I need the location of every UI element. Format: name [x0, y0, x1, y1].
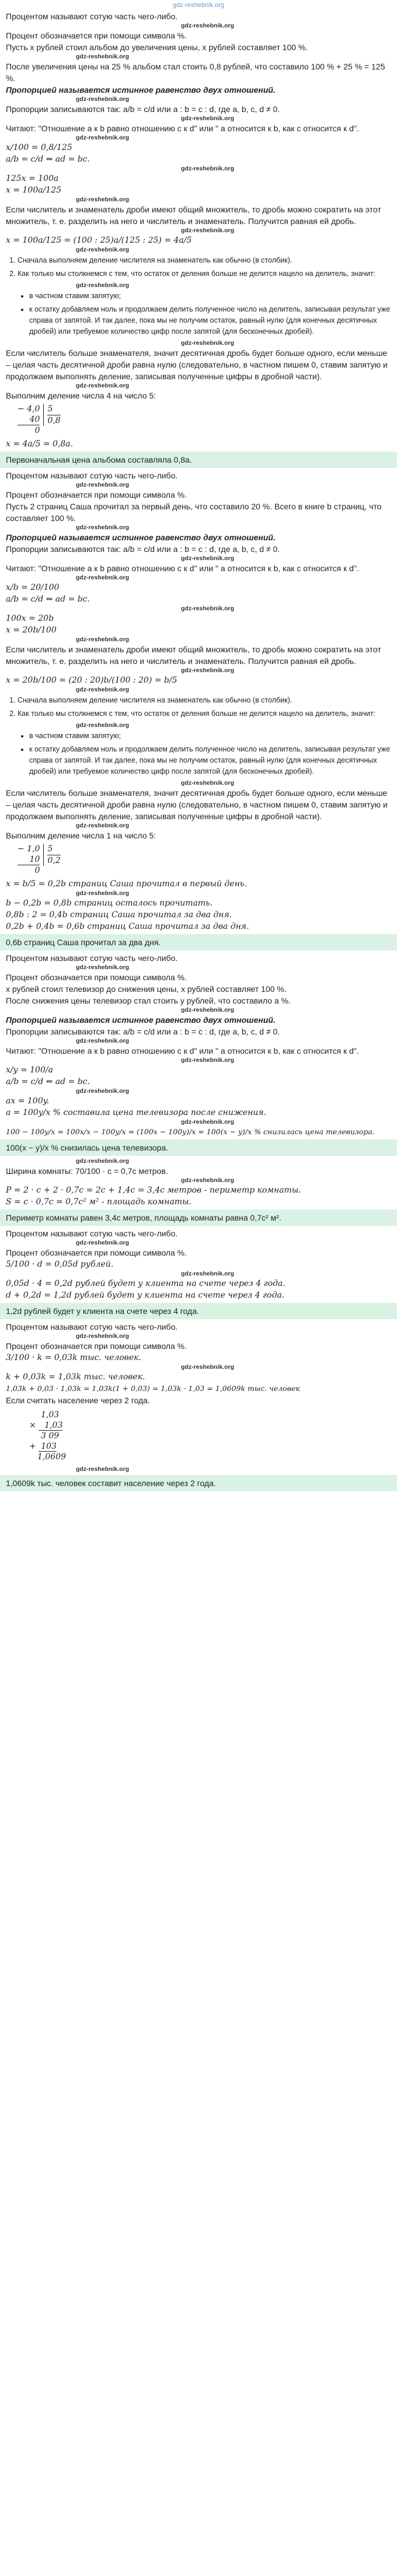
formula: 5/100 · d = 0,05d рублей.: [6, 1260, 114, 1269]
formula: 1,03k + 0,03 · 1,03k = 1,03k(1 + 0,03) = 1,03k · 1,03 = 1,0609k тыс. человек: [6, 1384, 300, 1393]
solution-content: [0, 11, 397, 1491]
text-line: Пропорции записываются так: a/b = c/d или a : b = c : d, где a, b, c, d ≠ 0.: [6, 104, 280, 114]
watermark: gdz-reshebnik.org: [181, 667, 235, 674]
watermark: gdz-reshebnik.org: [76, 134, 130, 141]
quotient: 0,2: [47, 856, 61, 865]
watermark: gdz-reshebnik.org: [181, 227, 235, 234]
text-line: Выполним деление числа 1 на число 5:: [6, 831, 156, 840]
answer-band: 1,2d рублей будет у клиента на счете через 4 года.: [0, 1303, 397, 1319]
watermark: gdz-reshebnik.org: [181, 1057, 235, 1064]
formula: x/100 = 0,8/125: [6, 143, 72, 152]
list-item: 1. Сначала выполняем деление числителя на знаменатель как обычно (в столбик).: [18, 255, 391, 266]
watermark: gdz-reshebnik.org: [76, 1466, 130, 1473]
formula: 0,8b : 2 = 0,4b страниц Саша прочитал за два дня.: [6, 910, 232, 920]
list-item: 2. Как только мы столкнемся с тем, что остаток от деления больше не делится нацело на делитель, значит:: [18, 268, 391, 279]
formula: x = 100a/125: [6, 186, 62, 195]
formula: 100 − 100y/x = 100x/x − 100y/x = (100x − 100y)/x = 100(x − y)/x % снизилась цена телевизора.: [6, 1127, 375, 1136]
watermark: gdz-reshebnik.org: [76, 1333, 130, 1340]
watermark: gdz-reshebnik.org: [76, 382, 130, 389]
times-icon: ×: [29, 1421, 36, 1430]
text-line: Читают: "Отношение a к b равно отношению c к d" или " a относится к b, как c относится к d".: [6, 564, 359, 573]
watermark: gdz-reshebnik.org: [181, 1364, 235, 1371]
text-line: После снижения цены телевизор стал стоить y рублей, что составило a %.: [6, 996, 291, 1005]
section-room: [6, 1158, 391, 1226]
column-multiplication: [29, 1410, 391, 1462]
answer-band: Периметр комнаты равен 3,4c метров, площадь комнаты равна 0,7c² м².: [0, 1210, 397, 1226]
long-division: [18, 844, 391, 876]
watermark: gdz-reshebnik.org: [76, 282, 130, 289]
list-item: 1. Сначала выполняем деление числителя на знаменатель как обычно (в столбик).: [18, 695, 391, 706]
formula: a/b = c/d ⇔ ad = bc.: [6, 1077, 90, 1086]
formula: 3/100 · k = 0,03k тыс. человек.: [6, 1353, 141, 1362]
watermark: gdz-reshebnik.org: [181, 1006, 235, 1013]
text-line: Процент обозначается при помощи символа %.: [6, 1248, 187, 1257]
list-item: • в частном ставим запятую;: [29, 730, 391, 742]
watermark: gdz-reshebnik.org: [181, 1177, 235, 1184]
formula: 0,05d · 4 = 0,2d рублей будет у клиента на счете через 4 года.: [6, 1279, 285, 1288]
watermark: gdz-reshebnik.org: [76, 822, 130, 829]
text-line: Пропорцией называется истинное равенство двух отношений.: [6, 85, 276, 95]
answer-band: Первоначальная цена альбома составляла 0,8a.: [0, 452, 397, 468]
steps-list: [18, 695, 391, 719]
watermark: gdz-reshebnik.org: [181, 780, 235, 787]
formula: b − 0,2b = 0,8b страниц осталось прочитать.: [6, 899, 213, 908]
watermark: gdz-reshebnik.org: [76, 686, 130, 693]
text-line: Если числитель больше знаменателя, значит десятичная дробь будет больше одного, если меньше – целая часть десятичной дроби равна нулю (следовательно, в частном пишем 0, ставим запятую и продолжаем выполнять деление, записывая полученные цифры в дробной части).: [6, 788, 388, 821]
formula: x = 20b/100 = (20 : 20)b/(100 : 20) = b/5: [6, 676, 177, 685]
formula: 125x = 100a: [6, 174, 59, 183]
text-line: Если числитель больше знаменателя, значит десятичная дробь будет больше одного, если меньше – целая часть десятичной дроби равна нулю (следовательно, в частном пишем 0, ставим запятую и продолжаем выполнять деление, записывая полученные цифры в дробной части).: [6, 348, 388, 381]
mult-line: 3 09: [41, 1431, 60, 1441]
text-line: Если числитель и знаменатель дроби имеют общий множитель, то дробь можно сократить на этот множитель, т. е. разделить на него и числитель и знаменатель. Получится равная ей дробь.: [6, 205, 381, 226]
watermark: gdz-reshebnik.org: [181, 1270, 235, 1277]
watermark: gdz-reshebnik.org: [181, 340, 235, 347]
text-line: Процентом называют сотую часть чего-либо.: [6, 471, 178, 480]
formula: x = 100a/125 = (100 : 25)a/(125 : 25) = 4a/5: [6, 236, 192, 245]
formula: x = 4a/5 = 0,8a.: [6, 439, 74, 449]
text-line: После увеличения цены на 25 % альбом стал стоить 0,8 рублей, что составило 100 % + 25 % = 125 %.: [6, 62, 385, 83]
mult-line: + 103: [29, 1442, 57, 1451]
formula: P = 2 · c + 2 · 0,7c = 2c + 1,4c = 3,4c метров - периметр комнаты.: [6, 1186, 301, 1195]
text-line: Пропорцией называется истинное равенство двух отношений.: [6, 1015, 276, 1025]
watermark: gdz-reshebnik.org: [181, 605, 235, 612]
section-album: [6, 11, 391, 468]
division-line: 40: [18, 414, 40, 425]
text-line: Пусть 2 страниц Саша прочитал за первый день, что составило 20 %. Всего в книге b страниц, что составляет 100 %.: [6, 502, 382, 523]
watermark: gdz-reshebnik.org: [76, 890, 130, 897]
divisor: 5: [47, 404, 60, 415]
formula: a = 100y/x % составила цена телевизора после снижения.: [6, 1108, 267, 1117]
watermark: gdz-reshebnik.org: [76, 574, 130, 581]
watermark: gdz-reshebnik.org: [76, 96, 130, 103]
text-line: Ширина комнаты: 70/100 · c = 0,7c метров.: [6, 1166, 168, 1176]
list-item: • в частном ставим запятую;: [29, 291, 391, 302]
watermark: gdz-reshebnik.org: [76, 1239, 130, 1246]
text-line: Процентом называют сотую часть чего-либо.: [6, 953, 178, 963]
text-line: Пусть x рублей стоил альбом до увеличения цены, x рублей составляет 100 %.: [6, 43, 308, 52]
formula: a/b = c/d ⇔ ad = bc.: [6, 155, 90, 164]
mult-line: × 1,03: [29, 1421, 63, 1430]
formula: x = b/5 = 0,2b страниц Саша прочитал в первый день.: [6, 879, 247, 889]
text-line: Процент обозначается при помощи символа %.: [6, 490, 187, 499]
text-line: Пропорции записываются так: a/b = c/d или a : b = c : d, где a, b, c, d ≠ 0.: [6, 544, 280, 554]
watermark: gdz-reshebnik.org: [76, 722, 130, 729]
text-line: Читают: "Отношение a к b равно отношению c к d" или " a относится к b, как c относится к d".: [6, 1046, 359, 1055]
answer-band: 1,0609k тыс. человек составит население через 2 года.: [0, 1475, 397, 1491]
text-line: Пропорции записываются так: a/b = c/d или a : b = c : d, где a, b, c, d ≠ 0.: [6, 1027, 280, 1036]
quotient: 0,8: [47, 416, 61, 425]
formula: x/y = 100/a: [6, 1065, 53, 1075]
watermark: gdz-reshebnik.org: [76, 1037, 130, 1044]
text-line: Процентом называют сотую часть чего-либо.: [6, 12, 178, 21]
watermark: gdz-reshebnik.org: [181, 555, 235, 562]
text-line: Если числитель и знаменатель дроби имеют общий множитель, то дробь можно сократить на этот множитель, т. е. разделить на него и числитель и знаменатель. Получится равная ей дробь.: [6, 645, 381, 666]
text-line: Процентом называют сотую часть чего-либо.: [6, 1322, 178, 1331]
division-line: 10: [18, 854, 40, 865]
text-line: Выполним деление числа 4 на число 5:: [6, 391, 156, 400]
bullet-list: [29, 730, 391, 777]
mult-line: 1,03: [41, 1410, 60, 1420]
division-line: − 4,0: [18, 404, 40, 414]
answer-band: 100(x − y)/x % снизилась цена телевизора.: [0, 1140, 397, 1156]
section-population: [6, 1321, 391, 1491]
watermark: gdz-reshebnik.org: [76, 481, 130, 488]
section-tv: [6, 952, 391, 1156]
watermark: gdz-reshebnik.org: [181, 1119, 235, 1126]
text-line: Процент обозначается при помощи символа %.: [6, 31, 187, 40]
site-header[interactable]: gdz-reshebnik.org: [172, 2, 225, 9]
plus-icon: +: [29, 1442, 36, 1451]
division-line: 0: [34, 866, 40, 875]
formula: S = c · 0,7c = 0,7c² м² - площадь комнаты.: [6, 1197, 191, 1207]
division-line: − 1,0: [18, 844, 40, 854]
formula: x = 20b/100: [6, 625, 57, 635]
watermark: gdz-reshebnik.org: [181, 115, 235, 122]
divisor: 5: [47, 844, 60, 855]
mult-line: 1,0609: [37, 1452, 66, 1462]
watermark: gdz-reshebnik.org: [76, 1088, 130, 1095]
watermark: gdz-reshebnik.org: [181, 22, 235, 29]
watermark: gdz-reshebnik.org: [76, 53, 130, 60]
section-deposit: [6, 1228, 391, 1319]
text-line: x рублей стоил телевизор до снижения цены, x рублей составляет 100 %.: [6, 984, 287, 994]
watermark: gdz-reshebnik.org: [76, 636, 130, 643]
watermark: gdz-reshebnik.org: [181, 165, 235, 172]
watermark: gdz-reshebnik.org: [76, 1158, 130, 1165]
answer-band: 0,6b страниц Саша прочитал за два дня.: [0, 934, 397, 950]
bullet-list: [29, 291, 391, 337]
list-item: 2. Как только мы столкнемся с тем, что остаток от деления больше не делится нацело на делитель, значит:: [18, 708, 391, 719]
formula: ax = 100y.: [6, 1096, 50, 1106]
watermark: gdz-reshebnik.org: [76, 964, 130, 971]
division-line: 0: [34, 426, 40, 435]
text-line: Читают: "Отношение a к b равно отношению c к d" или " a относится к b, как c относится к d".: [6, 124, 359, 133]
text-line: Пропорцией называется истинное равенство двух отношений.: [6, 533, 276, 542]
text-line: Процентом называют сотую часть чего-либо.: [6, 1229, 178, 1238]
section-book: [6, 470, 391, 950]
steps-list: [18, 255, 391, 279]
text-line: Процент обозначается при помощи символа %.: [6, 1341, 187, 1351]
list-item: • к остатку добавляем ноль и продолжаем делить полученное число на делитель, записывая результат уже справа от запятой. И так далее, пока мы не получим остаток, равный нулю (для конечных десятичных дробей) или требуемое количество цифр после запятой (для бесконечных дробей).: [29, 744, 391, 777]
formula: a/b = c/d ⇔ ad = bc.: [6, 595, 90, 604]
text-line: Если считать население через 2 года.: [6, 1396, 150, 1405]
formula: 0,2b + 0,4b = 0,6b страниц Саша прочитал за два дня.: [6, 922, 249, 931]
formula: k + 0,03k = 1,03k тыс. человек.: [6, 1372, 145, 1382]
formula: x/b = 20/100: [6, 583, 60, 592]
text-line: Процент обозначается при помощи символа %.: [6, 973, 187, 982]
formula: d + 0,2d = 1,2d рублей будет у клиента на счете через 4 года.: [6, 1291, 285, 1300]
watermark: gdz-reshebnik.org: [76, 246, 130, 253]
long-division: [18, 404, 391, 436]
list-item: • к остатку добавляем ноль и продолжаем делить полученное число на делитель, записывая результат уже справа от запятой. И так далее, пока мы не получим остаток, равный нулю (для конечных десятичных дробей) или требуемое количество цифр после запятой (для бесконечных дробей).: [29, 304, 391, 337]
watermark: gdz-reshebnik.org: [76, 196, 130, 203]
watermark: gdz-reshebnik.org: [76, 524, 130, 531]
formula: 100x = 20b: [6, 614, 54, 623]
